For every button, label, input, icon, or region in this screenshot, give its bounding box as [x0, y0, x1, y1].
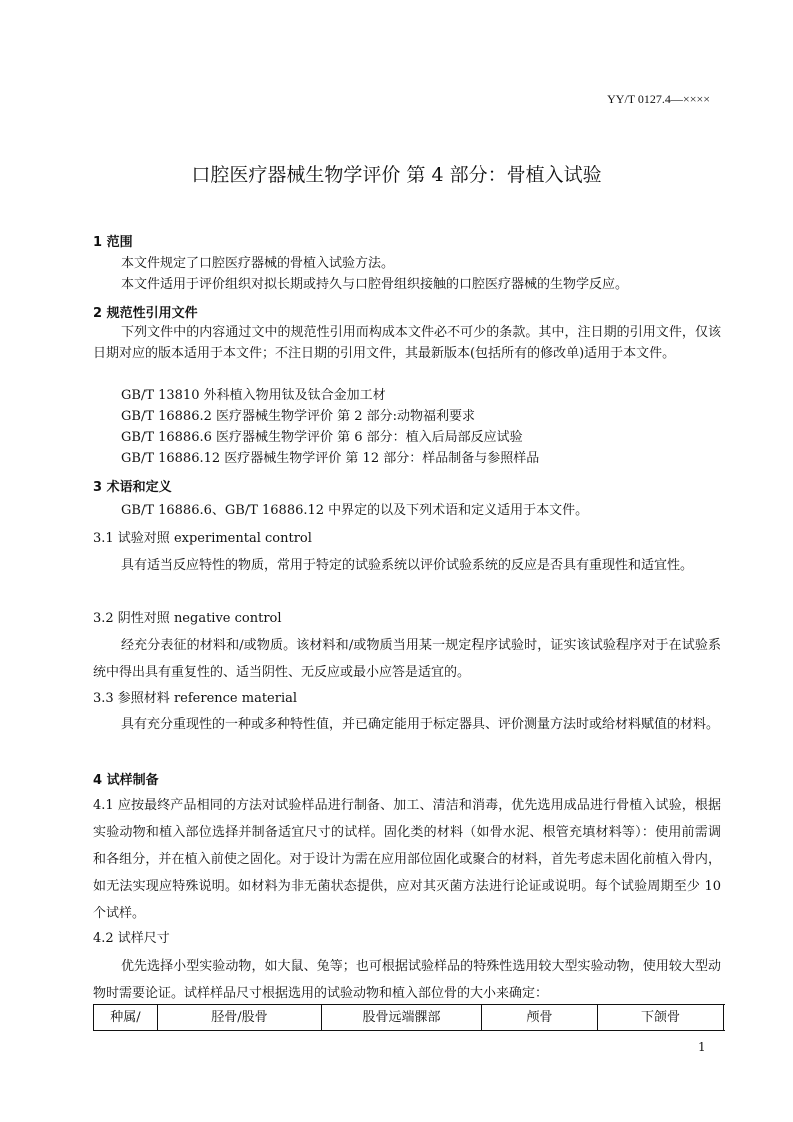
term-3-1: 3.1 试验对照 experimental control — [93, 531, 312, 546]
term-3-3: 3.3 参照材料 reference material — [93, 691, 298, 706]
reference-item: GB/T 13810 外科植入物用钛及钛合金加工材 — [121, 388, 386, 403]
section-1-para-2: 本文件适用于评价组织对拟长期或持久与口腔骨组织接触的口腔医疗器械的生物学反应。 — [121, 277, 629, 292]
section-1-para-1: 本文件规定了口腔医疗器械的骨植入试验方法。 — [121, 256, 395, 271]
section-4-2-para: 优先选择小型实验动物，如大鼠、兔等；也可根据试验样品的特殊性选用较大型实验动物，使用较大型动物时需要论证。试样样品尺寸根据选用的试验动物和植入部位骨的大小来确定： — [93, 959, 721, 1001]
specimen-size-table — [93, 1004, 725, 1031]
document-id: YY/T 0127.4—×××× — [607, 92, 710, 106]
reference-item: GB/T 16886.6 医疗器械生物学评价 第 6 部分：植入后局部反应试验 — [121, 430, 523, 445]
section-4-2-heading: 4.2 试样尺寸 — [93, 931, 170, 946]
table-header-cell: 股骨远端髁部 — [322, 1005, 482, 1030]
page-number: 1 — [698, 1040, 706, 1054]
section-2-heading: 2 规范性引用文件 — [93, 306, 198, 321]
table-header-cell: 种属/ — [94, 1005, 158, 1030]
document-title: 口腔医疗器械生物学评价 第 4 部分：骨植入试验 — [191, 164, 602, 186]
section-3-para-1: GB/T 16886.6、GB/T 16886.12 中界定的以及下列术语和定义适用于本文件。 — [121, 503, 589, 518]
term-3-2-definition: 经充分表征的材料和/或物质。该材料和/或物质当用某一规定程序试验时，证实该试验程序对于在试验系统中得出具有重复性的、适当阴性、无反应或最小应答是适宜的。 — [93, 638, 721, 680]
table-header-cell: 颅骨 — [482, 1005, 598, 1030]
reference-item: GB/T 16886.12 医疗器械生物学评价 第 12 部分：样品制备与参照样品 — [121, 451, 540, 466]
term-3-1-definition: 具有适当反应特性的物质，常用于特定的试验系统以评价试验系统的反应是否具有重现性和适宜性。 — [121, 558, 694, 573]
reference-item: GB/T 16886.2 医疗器械生物学评价 第 2 部分:动物福利要求 — [121, 409, 476, 424]
table-header-cell: 胫骨/股骨 — [158, 1005, 322, 1030]
section-2-para-1: 下列文件中的内容通过文中的规范性引用而构成本文件必不可少的条款。其中，注日期的引用文件，仅该日期对应的版本适用于本文件；不注日期的引用文件，其最新版本(包括所有的修改单)适用于本文件。 — [93, 325, 721, 361]
term-3-2: 3.2 阴性对照 negative control — [93, 611, 282, 626]
section-4-1-para: 4.1 应按最终产品相同的方法对试验样品进行制备、加工、清洁和消毒，优先选用成品进行骨植入试验，根据实验动物和植入部位选择并制备适宜尺寸的试样。固化类的材料（如骨水泥、根管充填材料等）：使用前需调和各组分，并在植入前使之固化。对于设计为需在应用部位固化或聚合的材料，首先考虑未固化前植入骨内，如无法实现应特殊说明。如材料为非无菌状态提供，应对其灭菌方法进行论证或说明。每个试验周期至少 10 个试样。 — [93, 798, 721, 921]
table-header-cell: 下颌骨 — [598, 1005, 724, 1030]
section-4-heading: 4 试样制备 — [93, 773, 159, 788]
section-1-heading: 1 范围 — [93, 235, 133, 250]
term-3-3-definition: 具有充分重现性的一种或多种特性值，并已确定能用于标定器具、评价测量方法时或给材料赋值的材料。 — [121, 717, 720, 732]
section-3-heading: 3 术语和定义 — [93, 480, 172, 495]
